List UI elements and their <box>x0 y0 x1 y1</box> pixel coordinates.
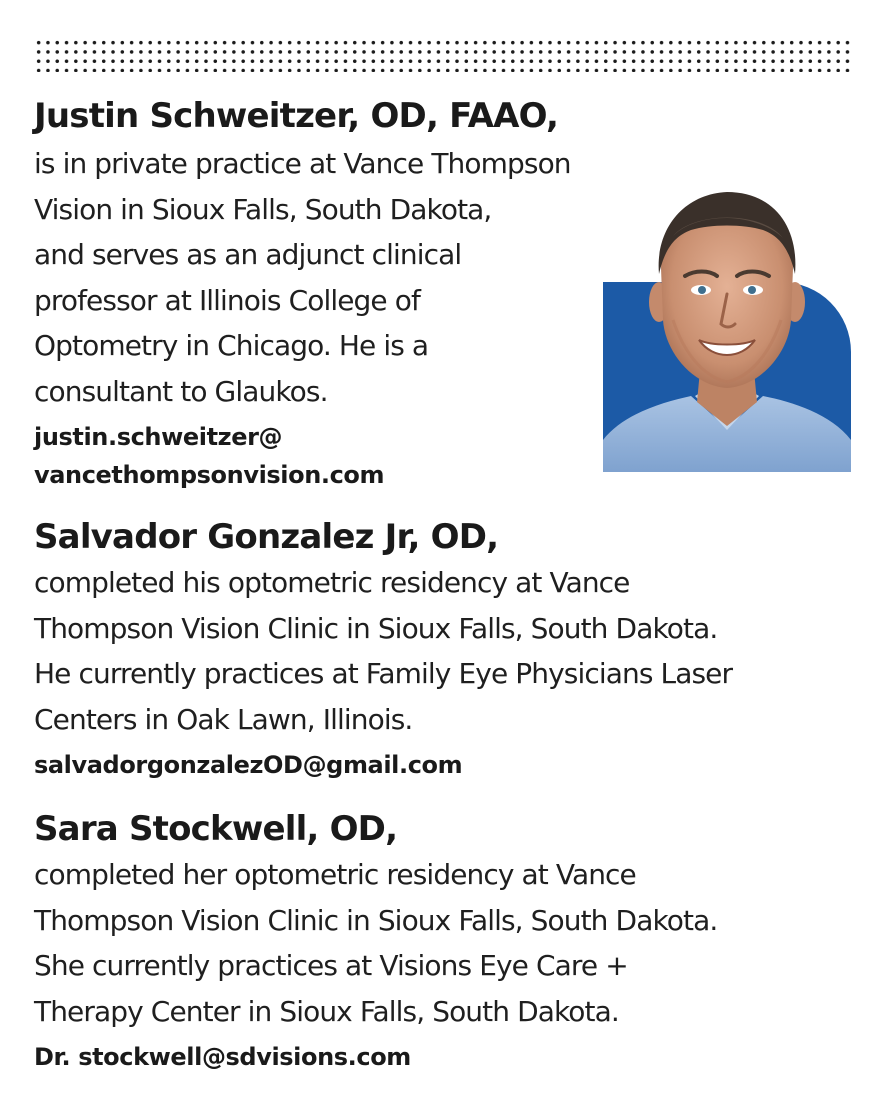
email-line[interactable]: Dr. stockwell@sdvisions.com <box>34 1043 411 1071</box>
bio-line: Optometry in Chicago. He is a <box>34 329 429 362</box>
author-name: Salvador Gonzalez Jr, OD, <box>34 517 499 557</box>
bio-line: She currently practices at Visions Eye Care + <box>34 949 628 982</box>
bio-line: and serves as an adjunct clinical <box>34 238 462 271</box>
author-name: Sara Stockwell, OD, <box>34 809 398 849</box>
bio-line: completed her optometric residency at Vance <box>34 858 636 891</box>
email-line[interactable]: justin.schweitzer@ <box>34 423 283 451</box>
bio-line: Vision in Sioux Falls, South Dakota, <box>34 192 492 226</box>
author-portrait <box>603 190 851 472</box>
dotted-divider <box>34 38 852 72</box>
author-email[interactable] <box>34 418 384 494</box>
author-name: Justin Schweitzer, OD, FAAO, <box>34 96 559 136</box>
author-bio-text <box>34 852 717 1034</box>
author-email[interactable] <box>34 1038 411 1076</box>
bio-line: consultant to Glaukos. <box>34 374 328 408</box>
bio-line: professor at Illinois College of <box>34 283 420 317</box>
bio-line: Centers in Oak Lawn, Illinois. <box>34 702 413 736</box>
email-line[interactable]: salvadorgonzalezOD@gmail.com <box>34 751 463 779</box>
author-bio-text <box>34 141 571 414</box>
author-email[interactable] <box>34 746 462 784</box>
bio-line: Thompson Vision Clinic in Sioux Falls, South Dakota. <box>34 611 718 645</box>
email-line[interactable]: vancethompsonvision.com <box>34 461 385 489</box>
author-bio-text <box>34 560 732 742</box>
bio-line: is in private practice at Vance Thompson <box>34 147 571 180</box>
bio-line: completed his optometric residency at Vance <box>34 566 630 599</box>
bio-line: He currently practices at Family Eye Physicians Laser <box>34 657 733 690</box>
bio-line: Therapy Center in Sioux Falls, South Dakota. <box>34 994 619 1028</box>
bio-line: Thompson Vision Clinic in Sioux Falls, South Dakota. <box>34 903 718 937</box>
